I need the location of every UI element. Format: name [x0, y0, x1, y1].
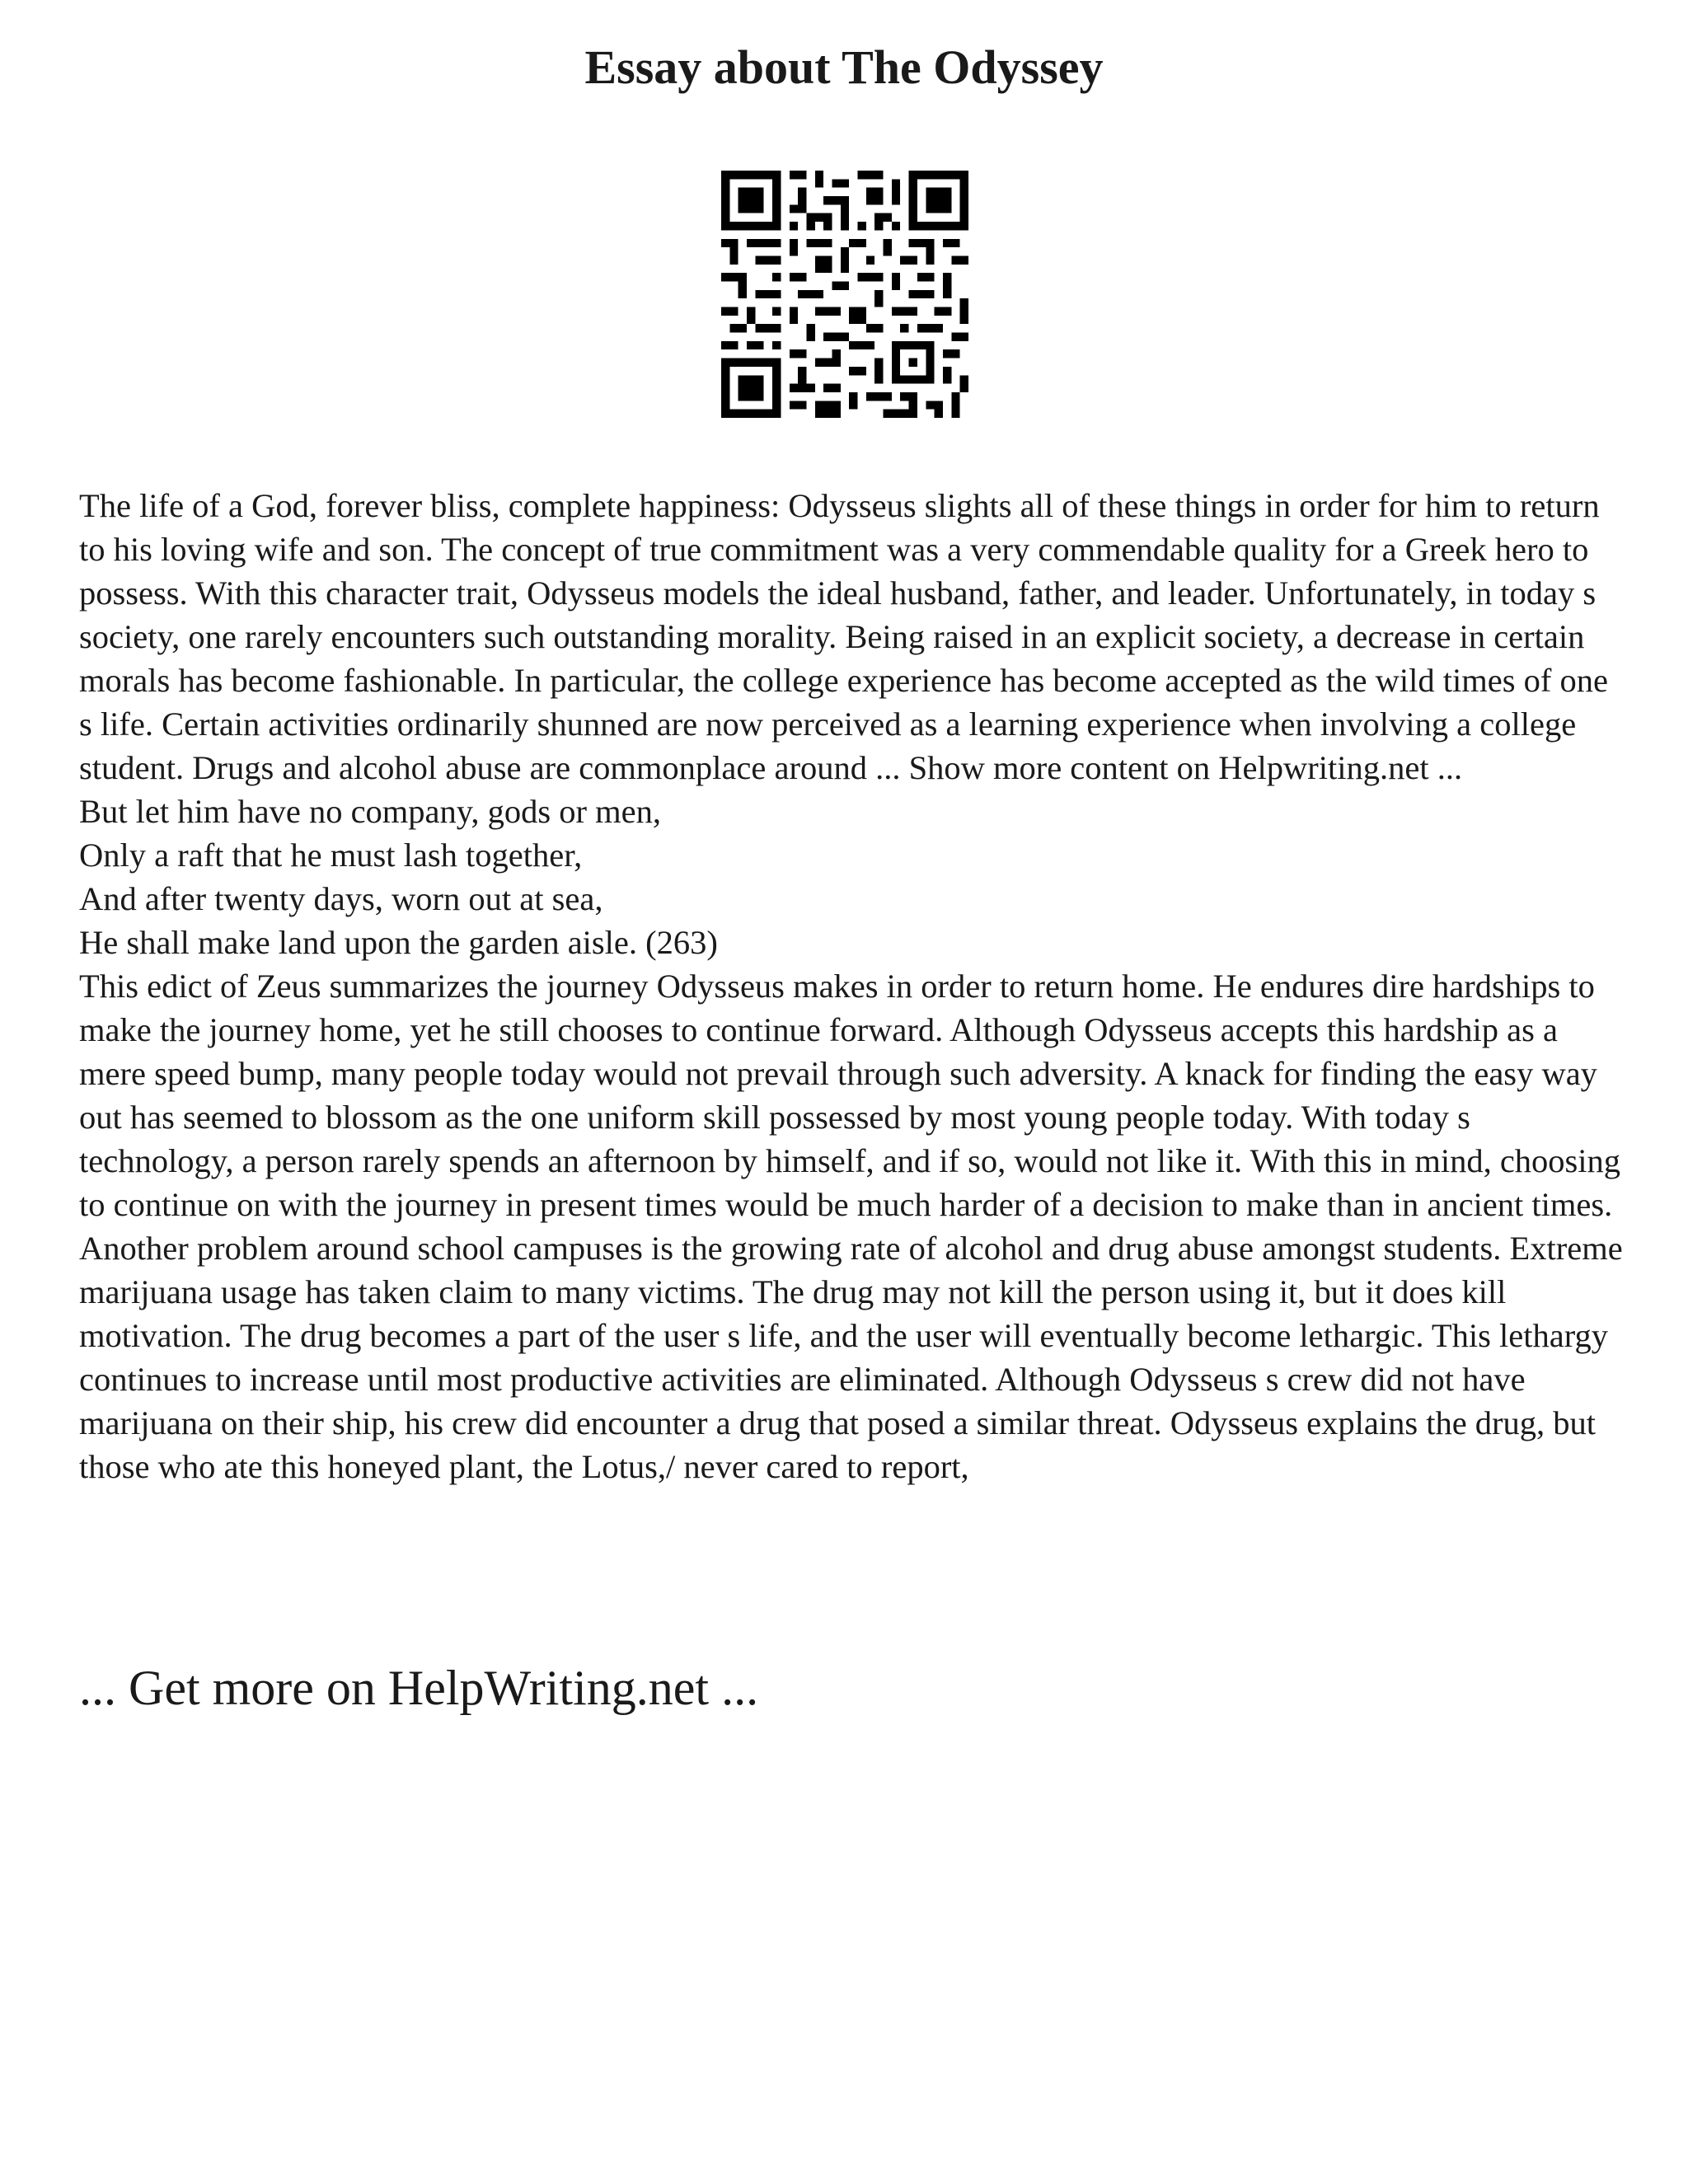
poem-line: He shall make land upon the garden aisle. (263) — [79, 924, 718, 961]
essay-paragraph: The life of a God, forever bliss, complete happiness: Odysseus slights all of these things in order for him to return to his loving wife and son. The concept of true commitment was a very commendable quality for a Greek hero to possess. With this character trait, Odysseus models the ideal husband, father, and leader. Unfortunately, in today s society, one rarely encounters such outstanding morality. Being raised in an explicit society, a decrease in certain morals has become fashionable. In particular, the college experience has become accepted as the wild times of one s life. Certain activities ordinarily shunned are now perceived as a learning experience when involving a college student. Drugs and alcohol abuse are commonplace around ... Show more content on Helpwriting.net ... — [79, 487, 1608, 786]
essay-paragraph: This edict of Zeus summarizes the journey Odysseus makes in order to return home. He endures dire hardships to make the journey home, yet he still chooses to continue forward. Although Odysseus accepts this hardship as a mere speed bump, many people today would not prevail through such adversity. A knack for finding the easy way out has seemed to blossom as the one uniform skill possessed by most young people today. With today s technology, a person rarely spends an afternoon by himself, and if so, would not like it. With this in mind, choosing to continue on with the journey in present times would be much harder of a decision to make than in ancient times. — [79, 968, 1621, 1223]
page-title: Essay about The Odyssey — [584, 40, 1104, 94]
get-more-link[interactable]: ... Get more on HelpWriting.net ... — [79, 1661, 759, 1715]
qr-code-icon[interactable] — [721, 171, 968, 418]
poem-line: But let him have no company, gods or men, — [79, 793, 662, 830]
poem-line: Only a raft that he must lash together, — [79, 837, 583, 874]
essay-paragraph: Another problem around school campuses is the growing rate of alcohol and drug abuse amongst students. Extreme marijuana usage has taken claim to many victims. The drug may not kill the person using it, but it does kill motivation. The drug becomes a part of the user s life, and the user will eventually become lethargic. This lethargy continues to increase until most productive activities are eliminated. Although Odysseus s crew did not have marijuana on their ship, his crew did encounter a drug that posed a similar threat. Odysseus explains the drug, but those who ate this honeyed plant, the Lotus,/ never cared to report, — [79, 1230, 1623, 1485]
poem-line: And after twenty days, worn out at sea, — [79, 880, 603, 917]
essay-body — [79, 484, 1629, 1488]
